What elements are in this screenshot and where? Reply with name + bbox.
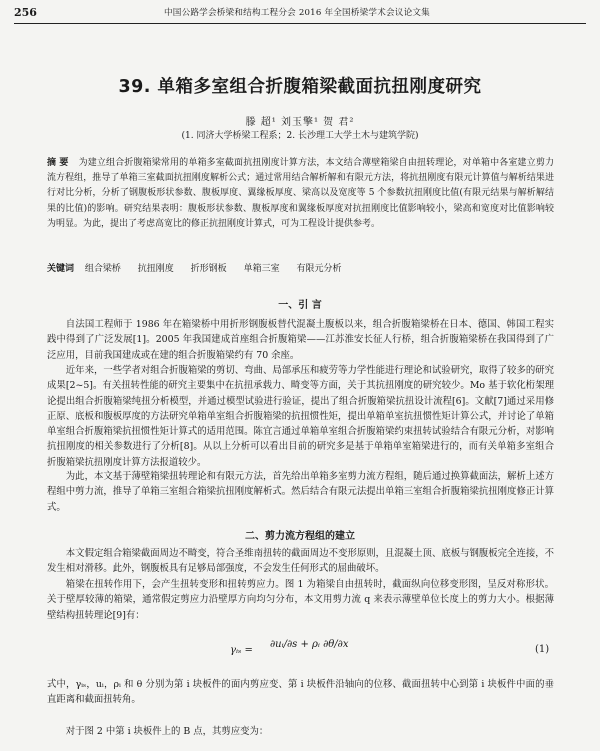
paper-title: 39. 单箱多室组合折腹箱梁截面抗扭刚度研究 — [118, 77, 482, 97]
keyword: 抗扭刚度 — [137, 264, 174, 274]
keywords-label: 关键词 — [47, 264, 75, 274]
keyword: 组合梁桥 — [84, 264, 121, 274]
section-heading-intro: 一、引 言 — [278, 300, 322, 311]
equation-number: (1) — [535, 644, 550, 655]
keyword: 单箱三室 — [243, 264, 280, 274]
body-paragraph: 本文假定组合箱梁截面周边不畸变，符合圣维南扭转的截面周边不变形原则，且混凝土顶、底板与钢腹板完全连接，不发生相对滑移。此外，钢腹板具有足够局部强度，不会发生任何形式的屈曲破坏。 — [47, 548, 554, 575]
page-number: 256 — [14, 6, 37, 19]
intro-paragraph: 近年来，一些学者对组合折腹箱梁的剪切、弯曲、局部承压和疲劳等力学性能进行理论和试验研究，取得了较多的研究成果[2~5]。有关扭转性能的研究主要集中在抗扭承载力、畸变等方面，关于其抗扭刚度的研究较少。Mo 基于软化桁架理论提出组合折腹箱梁纯扭分析模型，并通过模型试验进行验证，提出了组合折腹箱梁抗扭设计流程[6]。文献[7]通过采用修正原、底板和腹板厚度的方法研究单箱单室组合折腹箱梁的抗扭惯性矩，提出单箱单室抗扭惯性矩计算公式，并讨论了单箱单室组合折腹箱梁抗扭惯性矩计算式的适用范围。陈宜言通过单箱单室组合折腹箱梁约束扭转试验结合有限元分析，对影响抗扭刚度的相关参数进行了分析[8]。从以上分析可以看出目前的研究多是基于单箱单室箱梁进行的，而有关单箱多室组合折腹箱梁抗扭刚度计算方法报道较少。 — [47, 365, 554, 468]
affiliation: (1. 同济大学桥梁工程系；2. 长沙理工大学土木与建筑学院) — [181, 131, 419, 141]
abstract-label: 摘 要 — [47, 158, 69, 168]
equation-lhs: γᵢₛ = — [230, 645, 253, 656]
authors: 滕 超¹ 刘玉擎¹ 贺 君² — [245, 117, 355, 128]
section-heading-shear-flow: 二、剪力流方程组的建立 — [245, 531, 355, 542]
abstract-text: 为建立组合折腹箱梁常用的单箱多室截面抗扭刚度计算方法，本文结合薄壁箱梁自由扭转理论，对单箱中各室建立剪力流方程组，推导了单箱三室截面抗扭刚度解析公式；通过常用结合解析解和有限元方法，将抗扭刚度有限元计算值与解析结果进行对比分析，分析了钢腹板形状参数、腹板厚度、翼缘板厚度、梁高以及宽度等 5 个参数抗扭刚度比值(有限元结果与解析解结果的比值)的影响。研究结果表明：腹板形状参数、腹板厚度和翼缘板厚度对抗扭刚度比值影响较小，梁高和宽度对比值影响较为明显。为此，提出了考虑高宽比的修正抗扭刚度计算式，可为工程设计提供参考。 — [47, 158, 554, 229]
abstract — [47, 156, 554, 232]
keywords — [47, 262, 554, 276]
running-head: 中国公路学会桥梁和结构工程分会 2016 年全国桥梁学术会议论文集 — [164, 8, 430, 18]
body-paragraph: 箱梁在扭转作用下，会产生扭转变形和扭转剪应力。图 1 为箱梁自由扭转时，截面纵向位移变形图，呈反对称形状。关于壁厚较薄的箱梁，通常假定剪应力沿壁厚方向均匀分布，本文用剪力流 q 来表示薄壁单位长度上的剪力大小。根据薄壁结构扭转理论[9]有： — [47, 579, 554, 621]
body-paragraph: 对于图 2 中第 i 块板件上的 B 点，其剪应变为： — [65, 726, 269, 737]
equation-rhs: ∂uᵢ/∂s + ρᵢ ∂θ/∂x — [270, 639, 349, 650]
equation-explanation: 式中，γᵢₛ，uᵢ，ρᵢ 和 θ 分别为第 i 块板件的面内剪应变、第 i 块板件沿轴向的位移、截面扭转中心到第 i 块板件中面的垂直距离和截面扭转角。 — [47, 679, 554, 706]
intro-paragraph: 自法国工程师于 1986 年在箱梁桥中用折形钢腹板替代混凝土腹板以来，组合折腹箱梁桥在日本、德国、韩国工程实践中得到了广泛发展[1]。2005 年我国建成首座组合折腹箱梁——江苏淮安长征人行桥，组合折腹箱梁桥在我国得到了广泛应用，目前我国建成或在建的组合折腹箱梁约有 70 余座。 — [47, 319, 554, 361]
keyword: 有限元分析 — [296, 264, 342, 274]
keyword: 折形钢板 — [190, 264, 227, 274]
header-divider — [14, 23, 586, 24]
running-header — [14, 5, 586, 21]
intro-paragraph: 为此，本文基于薄壁箱梁扭转理论和有限元方法，首先给出单箱多室剪力流方程组，随后通过换算截面法，解析上述方程组中剪力流，推导了单箱三室组合箱梁抗扭刚度解析式。然后结合有限元法提出单箱三室组合折腹箱梁抗扭刚度修正计算式。 — [47, 471, 554, 513]
